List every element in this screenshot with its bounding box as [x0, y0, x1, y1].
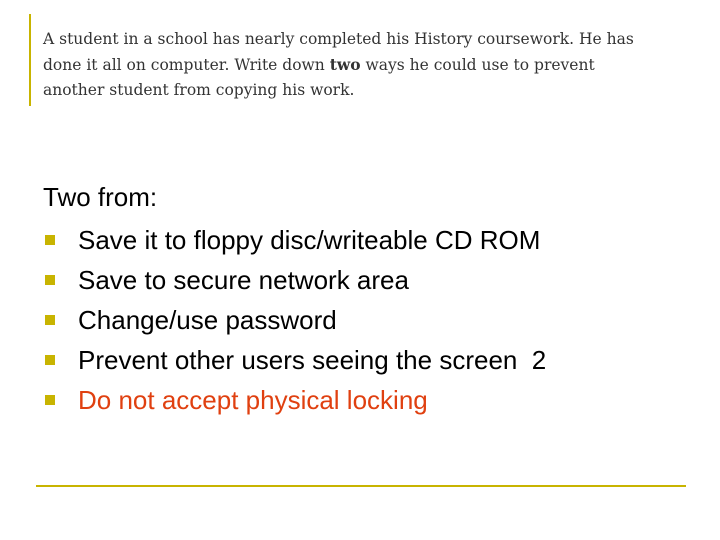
question-text: [43, 27, 683, 103]
list-item-text: Change/use password: [78, 305, 337, 335]
bottom-accent-rule: [36, 485, 686, 487]
left-accent-rule: [29, 14, 31, 106]
list-item: [43, 260, 703, 300]
list-item: [43, 340, 703, 380]
list-item-text-highlighted: Do not accept physical locking: [78, 385, 428, 415]
list-item-text: Prevent other users seeing the screen 2: [78, 345, 547, 375]
list-item-text: Save it to floppy disc/writeable CD ROM: [78, 225, 541, 255]
square-bullet-icon: [45, 235, 55, 245]
list-item: [43, 300, 703, 340]
question-line-2-end: ways he could use to prevent: [360, 56, 595, 74]
question-line-1: A student in a school has nearly completed his History coursework. He has: [43, 30, 634, 48]
answer-block: [43, 180, 703, 420]
square-bullet-icon: [45, 395, 55, 405]
question-line-2-start: done it all on computer. Write down: [43, 56, 330, 74]
answer-heading: Two from:: [43, 182, 158, 212]
list-item-text: Save to secure network area: [78, 265, 409, 295]
list-item: [43, 380, 703, 420]
answer-list: [43, 220, 703, 420]
square-bullet-icon: [45, 275, 55, 285]
question-emphasis: two: [329, 55, 361, 74]
square-bullet-icon: [45, 355, 55, 365]
square-bullet-icon: [45, 315, 55, 325]
list-item: [43, 220, 703, 260]
question-line-3: another student from copying his work.: [43, 81, 355, 99]
